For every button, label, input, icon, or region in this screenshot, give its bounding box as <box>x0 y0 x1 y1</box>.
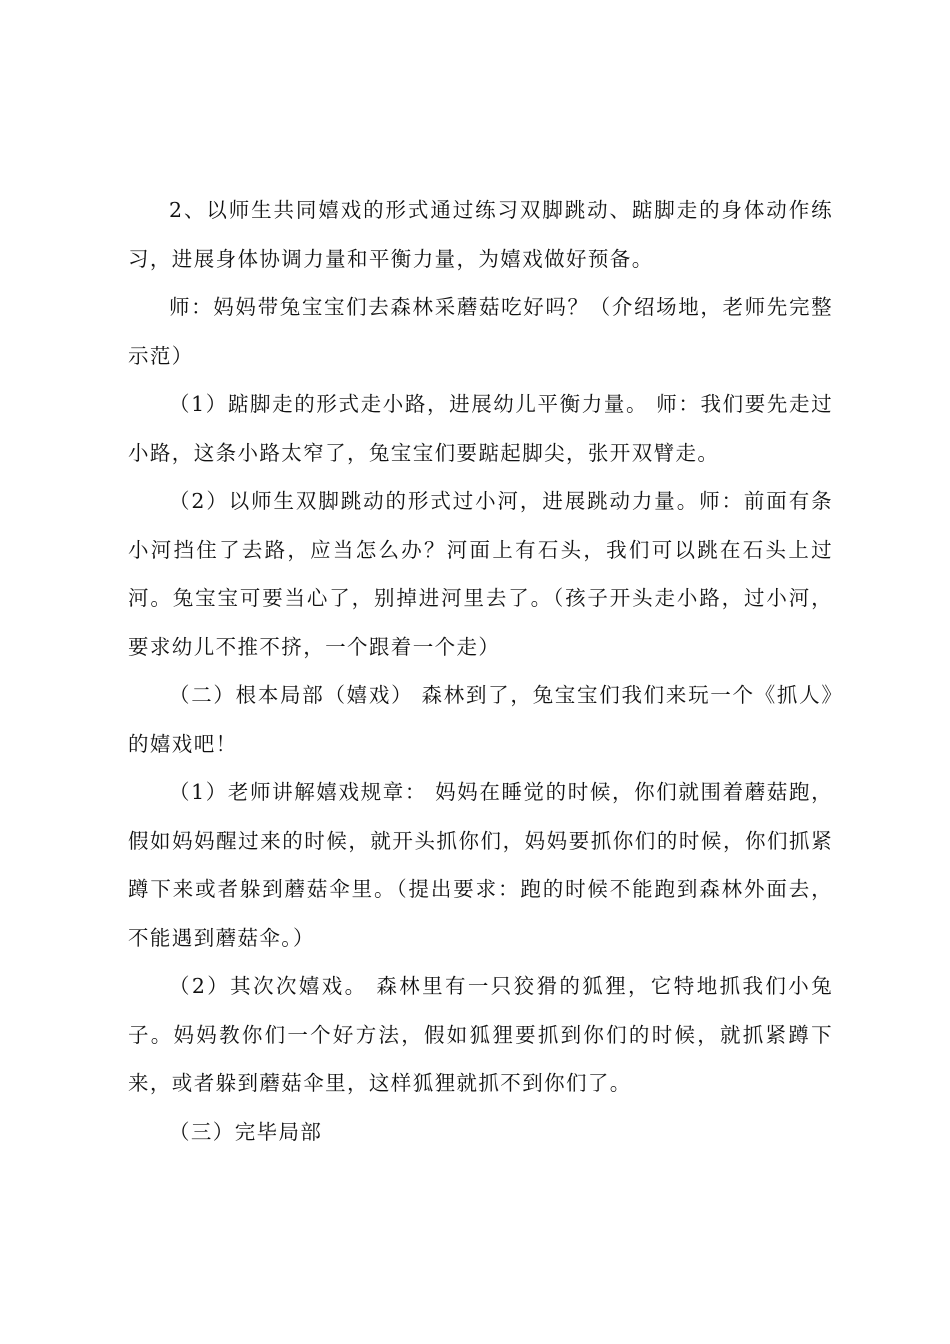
paragraph-section-basic: （二）根本局部（嬉戏） 森林到了，兔宝宝们我们来玩一个《抓人》的嬉戏吧！ <box>128 683 833 756</box>
paragraph-second-game: （2）其次次嬉戏。 森林里有一只狡猾的狐狸，它特地抓我们小兔子。妈妈教你们一个好方法，假如狐狸要抓到你们的时候，就抓紧蹲下来，或者躲到蘑菇伞里，这样狐狸就抓不到你们了。 <box>128 974 833 1095</box>
paragraph-game-rules: （1）老师讲解嬉戏规章： 妈妈在睡觉的时候，你们就围着蘑菇跑，假如妈妈醒过来的时候，就开头抓你们，妈妈要抓你们的时候，你们抓紧蹲下来或者躲到蘑菇伞里。（提出要求：跑的时候不能跑到森林外面去，不能遇到蘑菇伞。） <box>128 780 833 950</box>
paragraph-teacher-intro: 师：妈妈带兔宝宝们去森林采蘑菇吃好吗？（介绍场地，老师先完整示范） <box>128 295 833 368</box>
document-body <box>128 186 833 1156</box>
paragraph-jump-river: （2）以师生双脚跳动的形式过小河，进展跳动力量。师：前面有条小河挡住了去路，应当怎么办？河面上有石头，我们可以跳在石头上过河。兔宝宝可要当心了，别掉进河里去了。（孩子开头走小路，过小河，要求幼儿不推不挤，一个跟着一个走） <box>128 489 833 659</box>
paragraph-goal-2: 2、以师生共同嬉戏的形式通过练习双脚跳动、踮脚走的身体动作练习，进展身体协调力量和平衡力量，为嬉戏做好预备。 <box>128 198 833 271</box>
paragraph-tiptoe-walk: （1）踮脚走的形式走小路，进展幼儿平衡力量。 师：我们要先走过小路，这条小路太窄了，兔宝宝们要踮起脚尖，张开双臂走。 <box>128 392 833 465</box>
paragraph-section-end: （三）完毕局部 <box>169 1119 323 1144</box>
